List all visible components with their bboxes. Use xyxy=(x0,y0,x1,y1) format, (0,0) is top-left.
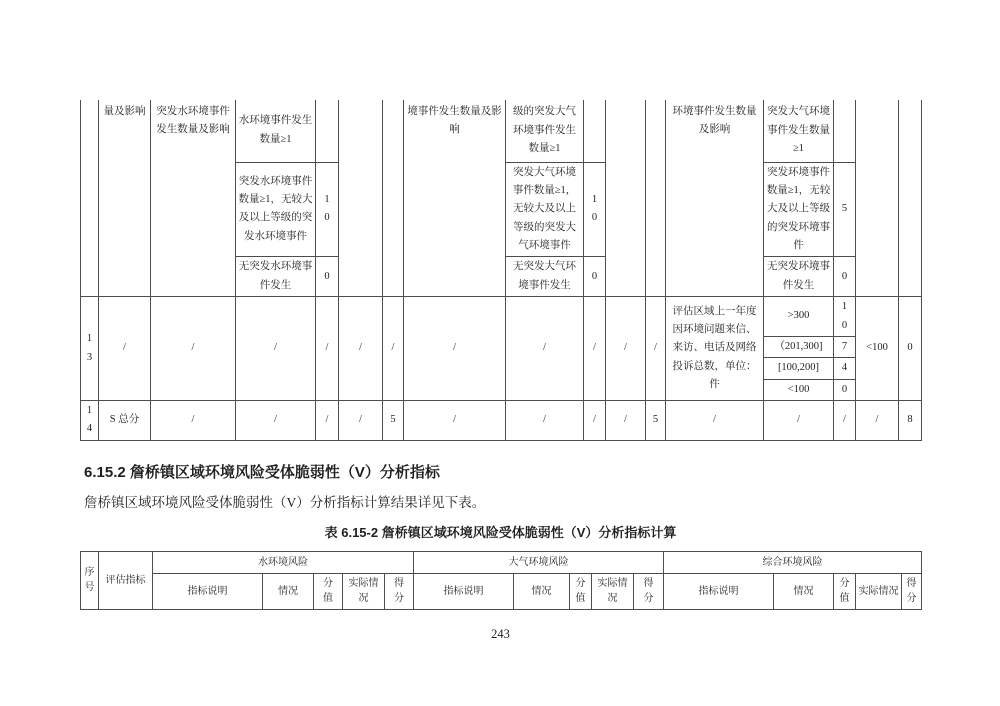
t1-comb-val-c: 0 xyxy=(834,257,856,297)
t1-r14-no-text: 14 xyxy=(86,405,93,435)
t1-air-cond-a: 级的突发大气环境事件发生数量≥1 xyxy=(506,100,584,162)
t1-r14-water-cond: / xyxy=(236,401,316,441)
table-row xyxy=(81,551,922,573)
table-row xyxy=(81,100,922,162)
t1-seq-cell-empty xyxy=(81,100,99,297)
t2-air-desc-header: 指标说明 xyxy=(414,573,514,609)
t2-group-water: 水环境风险 xyxy=(153,551,414,573)
page-number: 243 xyxy=(491,626,510,641)
t1-water-desc: 突发水环境事件发生数量及影响 xyxy=(151,100,236,297)
t1-r13-comb-actual: <100 xyxy=(856,297,899,401)
t1-air-cond-b: 突发大气环境事件数量≥1，无较大及以上等级的突发大气环境事件 xyxy=(506,162,584,257)
t1-r14-comb-score: 8 xyxy=(899,401,922,441)
section-heading: 6.15.2 詹桥镇区域环境风险受体脆弱性（V）分析指标 xyxy=(84,463,440,481)
t2-header-seq-text: 序号 xyxy=(84,566,95,594)
t1-r13-comb-val-1 xyxy=(834,297,856,337)
t1-comb-desc: 环境事件发生数量及影响 xyxy=(666,100,764,297)
t2-air-val-header xyxy=(570,573,592,609)
t1-r14-no xyxy=(81,401,99,441)
t1-comb-score-empty xyxy=(899,100,922,297)
t1-r13-water-desc: / xyxy=(151,297,236,401)
t1-r13-comb-cond-4: <100 xyxy=(764,379,834,400)
t1-water-val-c: 0 xyxy=(316,257,339,297)
t1-r13-indicator: / xyxy=(99,297,151,401)
t2-water-desc-header: 指标说明 xyxy=(153,573,263,609)
t2-header-indicator: 评估指标 xyxy=(99,551,153,609)
t2-water-actual-header-text: 实际情况 xyxy=(348,577,379,605)
t1-r13-comb-cond-3: [100,200] xyxy=(764,358,834,379)
t1-indicator-cut: 量及影响 xyxy=(99,100,151,297)
t2-comb-score-header-text: 得分 xyxy=(906,577,917,605)
table-row xyxy=(81,297,922,337)
t2-water-cond-header: 情况 xyxy=(263,573,314,609)
t2-air-actual-header-text: 实际情况 xyxy=(597,577,628,605)
continued-indicator-table xyxy=(80,100,922,441)
t1-water-actual-empty xyxy=(339,100,383,297)
t1-r13-comb-score: 0 xyxy=(899,297,922,401)
t2-water-val-header-text: 分值 xyxy=(323,577,333,605)
t2-comb-desc-header: 指标说明 xyxy=(664,573,774,609)
t1-r13-air-actual: / xyxy=(606,297,646,401)
t1-air-val-c: 0 xyxy=(584,257,606,297)
t2-comb-val-header xyxy=(834,573,856,609)
t1-r13-water-cond: / xyxy=(236,297,316,401)
t2-comb-score-header xyxy=(902,573,922,609)
t2-comb-cond-header: 情况 xyxy=(774,573,834,609)
t1-r13-no xyxy=(81,297,99,401)
t1-water-cond-a: 水环境事件发生数量≥1 xyxy=(236,100,316,162)
t2-air-score-header-text: 得分 xyxy=(643,577,654,605)
t2-group-combined: 综合环境风险 xyxy=(664,551,922,573)
t2-water-score-header xyxy=(385,573,414,609)
t2-air-cond-header: 情况 xyxy=(514,573,570,609)
t1-comb-actual-empty xyxy=(856,100,899,297)
page-content xyxy=(80,100,921,642)
t1-r13-water-score: / xyxy=(383,297,404,401)
t2-comb-actual-header: 实际情况 xyxy=(856,573,902,609)
t1-r14-water-val: / xyxy=(316,401,339,441)
t1-r13-air-val: / xyxy=(584,297,606,401)
t1-r14-air-score: 5 xyxy=(646,401,666,441)
t1-r13-air-cond: / xyxy=(506,297,584,401)
t1-comb-val-a xyxy=(834,100,856,162)
t1-r13-comb-desc: 评估区域上一年度因环境问题来信、来访、电话及网络投诉总数，单位：件 xyxy=(666,297,764,401)
intro-paragraph: 詹桥镇区域环境风险受体脆弱性（V）分析指标计算结果详见下表。 xyxy=(84,494,486,510)
t1-r14-air-desc: / xyxy=(404,401,506,441)
t1-comb-cond-a: 突发大气环境事件发生数量≥1 xyxy=(764,100,834,162)
t1-r13-comb-val-2: 7 xyxy=(834,336,856,357)
t1-water-val-b-text: 10 xyxy=(324,194,330,224)
t1-comb-cond-c: 无突发环境事件发生 xyxy=(764,257,834,297)
t1-water-val-a xyxy=(316,100,339,162)
t1-r13-air-score: / xyxy=(646,297,666,401)
t1-comb-cond-b: 突发环境事件数量≥1，无较大及以上等级的突发环境事件 xyxy=(764,162,834,257)
t1-water-cond-c: 无突发水环境事件发生 xyxy=(236,257,316,297)
t1-r14-air-cond: / xyxy=(506,401,584,441)
analysis-table-header xyxy=(80,551,922,610)
table-row xyxy=(81,401,922,441)
t1-r14-comb-val: / xyxy=(834,401,856,441)
t2-water-score-header-text: 得分 xyxy=(394,577,404,605)
t1-r14-water-desc: / xyxy=(151,401,236,441)
t1-r13-water-val: / xyxy=(316,297,339,401)
t1-air-cond-c: 无突发大气环境事件发生 xyxy=(506,257,584,297)
t1-r13-comb-val-3: 4 xyxy=(834,358,856,379)
t1-air-val-a xyxy=(584,100,606,162)
t1-comb-val-b: 5 xyxy=(834,162,856,257)
t1-r14-indicator: S 总分 xyxy=(99,401,151,441)
t1-air-actual-empty xyxy=(606,100,646,297)
t1-r14-air-val: / xyxy=(584,401,606,441)
t1-water-score-empty xyxy=(383,100,404,297)
t1-r14-comb-cond: / xyxy=(764,401,834,441)
t1-r13-comb-cond-1: >300 xyxy=(764,297,834,337)
t1-r13-no-text: 13 xyxy=(86,333,93,363)
t1-r14-comb-desc: / xyxy=(666,401,764,441)
t1-r14-water-score: 5 xyxy=(383,401,404,441)
t2-water-val-header xyxy=(314,573,343,609)
t1-air-val-b xyxy=(584,162,606,257)
table-row xyxy=(81,573,922,609)
t2-header-seq xyxy=(81,551,99,609)
t1-r14-air-actual: / xyxy=(606,401,646,441)
t1-water-cond-b: 突发水环境事件数量≥1，无较大及以上等级的突发水环境事件 xyxy=(236,162,316,257)
t1-water-val-b xyxy=(316,162,339,257)
t1-r13-comb-cond-2: （201,300] xyxy=(764,336,834,357)
t1-r14-water-actual: / xyxy=(339,401,383,441)
t2-air-actual-header xyxy=(592,573,634,609)
t1-air-score-empty xyxy=(646,100,666,297)
t1-air-desc: 境事件发生数量及影响 xyxy=(404,100,506,297)
t1-r13-air-desc: / xyxy=(404,297,506,401)
t1-r13-comb-val-4: 0 xyxy=(834,379,856,400)
t1-r13-comb-val-1-text: 10 xyxy=(841,301,848,331)
t2-group-air: 大气环境风险 xyxy=(414,551,664,573)
table-caption: 表 6.15-2 詹桥镇区域环境风险受体脆弱性（V）分析指标计算 xyxy=(324,524,677,540)
t2-air-score-header xyxy=(634,573,664,609)
t2-air-val-header-text: 分值 xyxy=(575,577,586,605)
t2-comb-val-header-text: 分值 xyxy=(839,577,850,605)
t1-r14-comb-actual: / xyxy=(856,401,899,441)
t2-water-actual-header xyxy=(343,573,385,609)
t1-air-val-b-text: 10 xyxy=(591,194,598,224)
t1-r13-water-actual: / xyxy=(339,297,383,401)
